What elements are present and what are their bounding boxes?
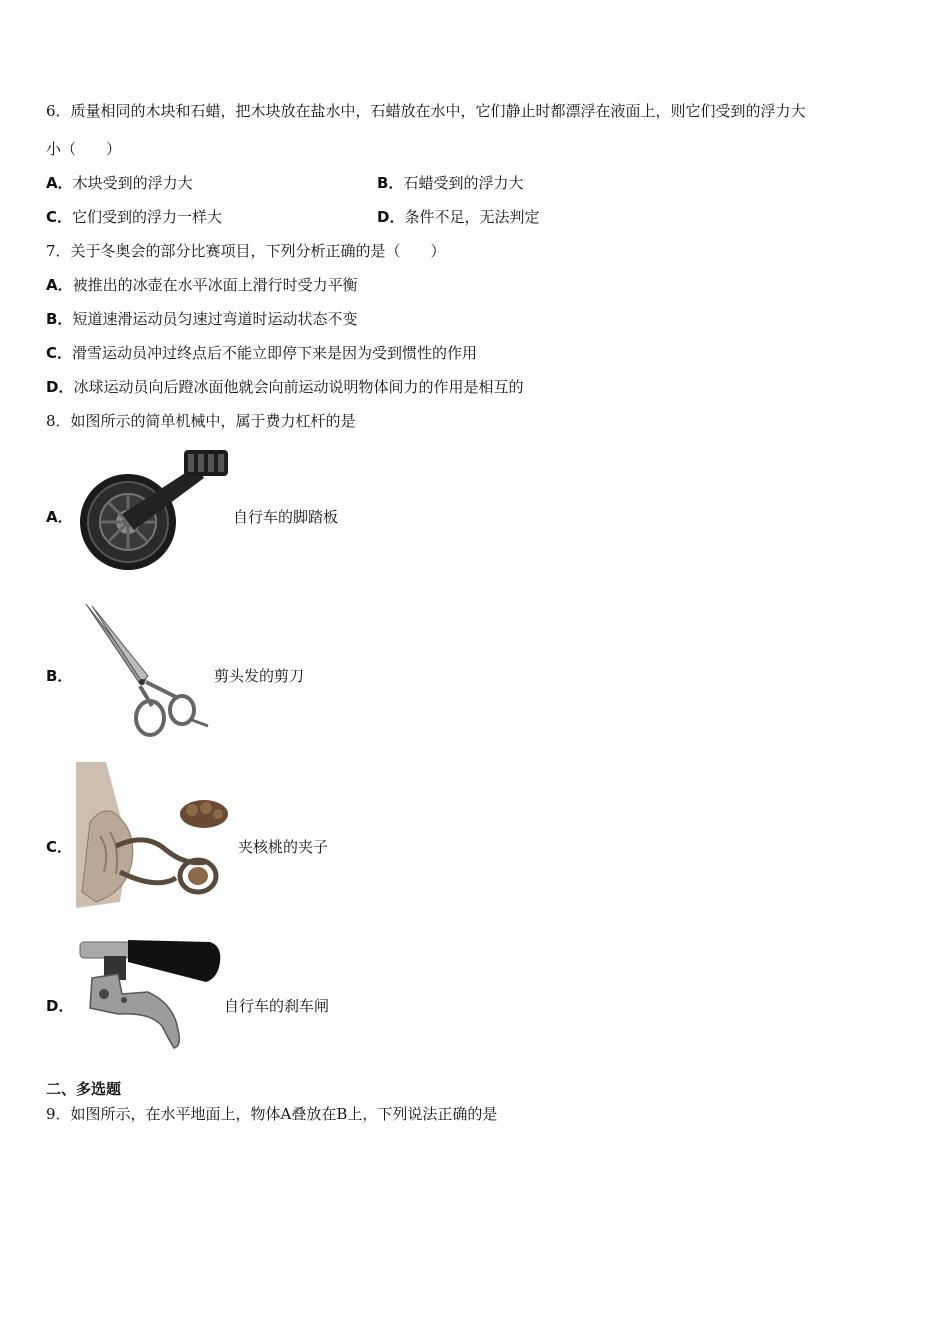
q7-stem: 7．关于冬奥会的部分比赛项目，下列分析正确的是（ ）: [46, 242, 446, 260]
option-text: 短道速滑运动员匀速过弯道时运动状态不变: [72, 310, 358, 328]
option-text: 条件不足，无法判定: [404, 208, 540, 226]
option-letter: A．: [46, 276, 73, 294]
q7-option-d: [46, 377, 523, 397]
option-text: 木块受到的浮力大: [72, 174, 193, 192]
section-title-multiple-choice: 二、多选题: [46, 1080, 122, 1098]
q8-option-c-caption: 夹核桃的夹子: [238, 838, 329, 856]
option-text: 石蜡受到的浮力大: [403, 174, 524, 192]
q7-option-c: [46, 343, 477, 363]
q9-stem: 9．如图所示，在水平地面上，物体A叠放在B上，下列说法正确的是: [46, 1105, 498, 1123]
q8-option-a-letter: A．: [46, 508, 73, 526]
q8-stem: 8．如图所示的简单机械中，属于费力杠杆的是: [46, 412, 356, 430]
q8-option-d-letter: D．: [46, 997, 74, 1015]
option-letter: C．: [46, 344, 73, 362]
option-text: 它们受到的浮力一样大: [72, 208, 223, 226]
q7-option-b: [46, 309, 357, 329]
option-letter: B．: [377, 174, 404, 192]
option-text: 冰球运动员向后蹬冰面他就会向前运动说明物体间力的作用是相互的: [73, 378, 524, 396]
q8-option-b-caption: 剪头发的剪刀: [214, 667, 305, 685]
nutcracker-icon: [76, 762, 236, 908]
option-text: 被推出的冰壶在水平冰面上滑行时受力平衡: [72, 276, 358, 294]
q8-option-d-caption: 自行车的刹车闸: [224, 997, 330, 1015]
option-letter: B．: [46, 310, 73, 328]
option-letter: C．: [46, 208, 73, 226]
option-text: 滑雪运动员冲过终点后不能立即停下来是因为受到惯性的作用: [72, 344, 478, 362]
q8-option-c-letter: C．: [46, 838, 73, 856]
q6-stem-line1: 6．质量相同的木块和石蜡，把木块放在盐水中，石蜡放在水中，它们静止时都漂浮在液面上，则它们受到的浮力大: [46, 102, 806, 120]
q6-option-a: [46, 173, 193, 193]
option-letter: D．: [46, 378, 74, 396]
option-letter: D．: [377, 208, 405, 226]
q8-option-b-letter: B．: [46, 667, 73, 685]
hair-scissors-icon: [82, 602, 210, 740]
q6-option-d: [377, 207, 539, 227]
bicycle-brake-lever-icon: [78, 934, 224, 1052]
q8-option-a-caption: 自行车的脚踏板: [233, 508, 339, 526]
bicycle-pedal-crank-icon: [76, 444, 232, 574]
q6-stem-line2: 小（ ）: [46, 140, 122, 158]
q6-option-b: [377, 173, 523, 193]
q7-option-a: [46, 275, 358, 295]
option-letter: A．: [46, 174, 73, 192]
q6-option-c: [46, 207, 222, 227]
